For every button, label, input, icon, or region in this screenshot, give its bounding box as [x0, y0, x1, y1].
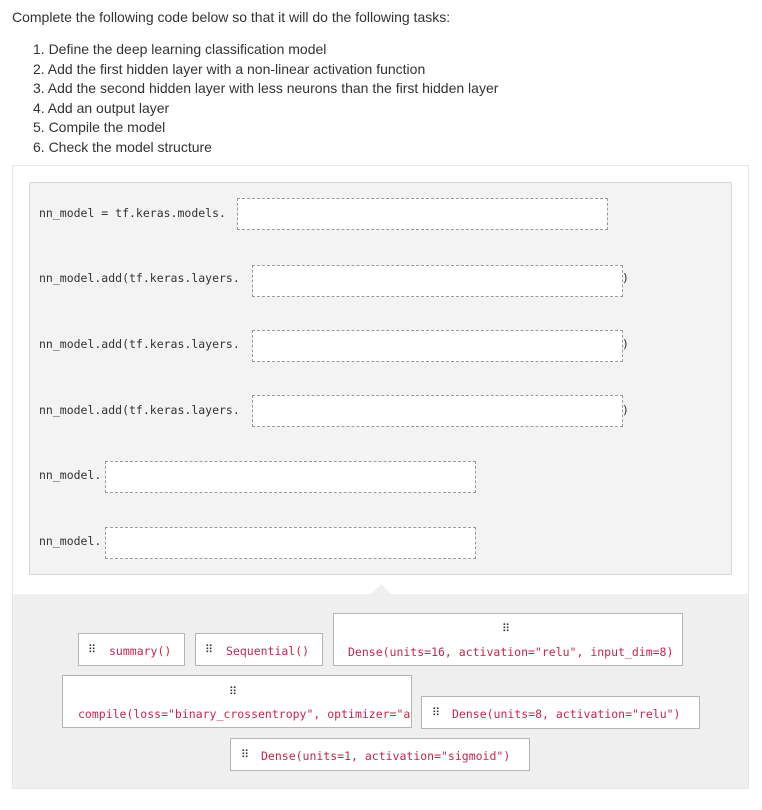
task-item: 1. Define the deep learning classification model [33, 41, 327, 57]
drag-handle-icon: ⠿ [205, 643, 213, 656]
drop-zone-3[interactable] [252, 330, 623, 362]
task-item: 5. Compile the model [33, 119, 166, 135]
chip-compile[interactable] [62, 675, 412, 728]
code-area [29, 182, 732, 575]
chip-label: compile(loss="binary_crossentropy", optimizer="a [78, 707, 411, 721]
drag-handle-icon: ⠿ [432, 706, 440, 719]
code-line-4: nn_model.add(tf.keras.layers. [39, 403, 240, 417]
chip-dense-1[interactable] [230, 738, 530, 771]
code-line-3: nn_model.add(tf.keras.layers. [39, 337, 240, 351]
instructions-text: Complete the following code below so that it will do the following tasks: [12, 9, 451, 25]
task-item: 3. Add the second hidden layer with less neurons than the first hidden layer [33, 80, 499, 96]
drag-handle-icon: ⠿ [88, 643, 96, 656]
drop-zone-2[interactable] [252, 265, 623, 297]
close-paren: ) [622, 271, 629, 285]
chip-sequential[interactable] [195, 633, 323, 666]
drop-zone-1[interactable] [237, 198, 608, 230]
chip-label: Dense(units=16, activation="relu", input_dim=8) [348, 645, 674, 659]
chip-summary[interactable] [78, 633, 185, 666]
drag-handle-icon: ⠿ [241, 748, 249, 761]
bank-pointer [371, 584, 391, 594]
code-line-2: nn_model.add(tf.keras.layers. [39, 271, 240, 285]
code-line-6: nn_model. [39, 534, 102, 548]
code-line-5: nn_model. [39, 468, 102, 482]
drag-handle-icon: ⠿ [502, 622, 510, 635]
close-paren: ) [622, 337, 629, 351]
drop-zone-6[interactable] [105, 527, 476, 559]
code-line-1: nn_model = tf.keras.models. [39, 206, 226, 220]
chip-label: Dense(units=1, activation="sigmoid") [261, 749, 511, 763]
task-item: 6. Check the model structure [33, 138, 212, 155]
chip-label: Sequential() [226, 644, 310, 658]
close-paren: ) [622, 403, 629, 417]
chip-label: Dense(units=8, activation="relu") [452, 707, 681, 721]
chip-dense-8[interactable] [421, 696, 700, 729]
drop-zone-4[interactable] [252, 395, 623, 427]
chip-dense-16[interactable] [333, 613, 683, 666]
task-list [33, 40, 498, 157]
chip-label: summary() [109, 644, 172, 658]
task-item: 4. Add an output layer [33, 99, 170, 116]
drag-handle-icon: ⠿ [229, 685, 237, 698]
task-item: 2. Add the first hidden layer with a non-linear activation function [33, 60, 426, 77]
drop-zone-5[interactable] [105, 461, 476, 493]
